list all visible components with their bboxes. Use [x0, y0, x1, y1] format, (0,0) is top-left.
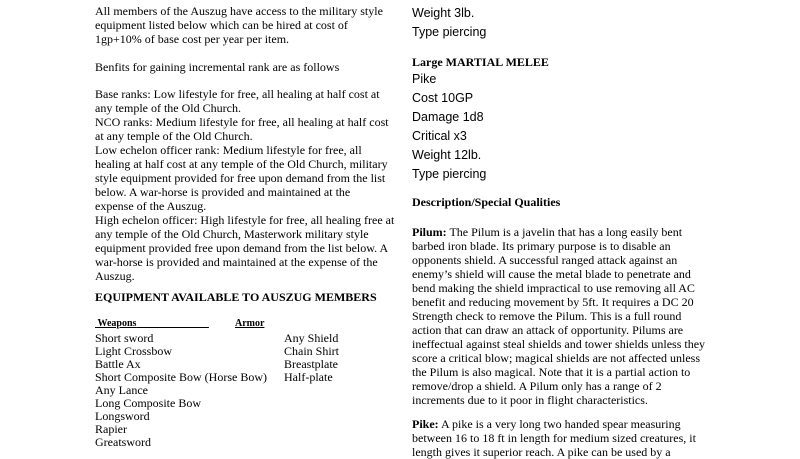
equipment-table — [95, 332, 339, 449]
pilum-line: the Pilum is also magical. Note that it is a partial action to — [412, 365, 691, 379]
stat-line: Type piercing — [412, 25, 487, 39]
description-heading: Description/Special Qualities — [412, 195, 561, 209]
intro-line: equipment listed below which can be hired at cost of — [95, 18, 348, 32]
stat-line: Pike — [412, 72, 437, 86]
pilum-line: barbed iron blade. Its primary purpose is to disable an — [412, 239, 671, 253]
stat-line: Type piercing — [412, 167, 487, 181]
rank-line: Base ranks: Low lifestyle for free, all healing at half cost at — [95, 87, 380, 101]
stat-line: Weight 3lb. — [412, 6, 475, 20]
weapon-cell: Short Composite Bow (Horse Bow) — [95, 370, 267, 384]
pilum-line: bend making the shield impractical to use removing all AC — [412, 281, 695, 295]
weapon-cell: Any Lance — [95, 383, 148, 397]
rank-line: at any temple of the Old Church. — [95, 129, 253, 143]
pike-line: length gives it superior reach. A pike can be used by a — [412, 445, 671, 459]
rank-line: style equipment provided for free upon demand from the list — [95, 171, 386, 185]
table-row — [95, 436, 339, 449]
martial-melee-heading: Large MARTIAL MELEE — [412, 55, 549, 69]
rank-line: equipment provided free upon demand from the list below. A — [95, 241, 389, 255]
pilum-line: action that can draw an attack of opportunity. Pilums are — [412, 323, 684, 337]
pilum-term: Pilum: — [412, 225, 447, 239]
stat-line: Critical x3 — [412, 129, 467, 143]
pilum-line: The Pilum is a javelin that has a long easily bent — [446, 225, 683, 239]
pike-line: between 16 to 18 ft in length for medium sized creatures, it — [412, 431, 696, 445]
table-row — [95, 410, 339, 423]
pilum-line: enemy’s shield will cause the metal blade to penetrate and — [412, 267, 691, 281]
pilum-line: benefit and reducing movement by 5ft. It requires a DC 20 — [412, 295, 694, 309]
armor-cell: Half-plate — [284, 370, 333, 384]
rank-line: below. A war-horse is provided and maintained at the — [95, 185, 351, 199]
intro-line: All members of the Auszug have access to the military style — [95, 4, 383, 18]
pilum-line: increments due to it poor in flight characteristics. — [412, 393, 648, 407]
stat-line: Weight 12lb. — [412, 148, 482, 162]
armor-header: Armor — [235, 318, 265, 329]
rank-line: war-horse is provided and maintained at the expense of the — [95, 255, 378, 269]
armor-cell: Chain Shirt — [284, 344, 340, 358]
armor-cell: Breastplate — [284, 357, 338, 371]
pike-stats — [412, 70, 486, 184]
weapon-cell: Greatsword — [95, 435, 151, 449]
pilum-description — [412, 225, 705, 407]
intro-paragraph — [95, 4, 383, 46]
pilum-line: Strength check to remove the Pilum. This is a full round — [412, 309, 682, 323]
pike-description — [412, 417, 696, 459]
rank-line: High echelon officer: High lifestyle for free, all healing free at — [95, 213, 395, 227]
weapon-cell: Battle Ax — [95, 357, 141, 371]
benefits-intro: Benfits for gaining incremental rank are as follows — [95, 60, 340, 74]
rank-line: any temple of the Old Church, Masterwork military style — [95, 227, 369, 241]
stat-line: Damage 1d8 — [412, 110, 484, 124]
rank-line: expense of the Auszug. — [95, 199, 207, 213]
rank-line: Low echelon officer rank: Medium lifestyle for free, all — [95, 143, 362, 157]
weapons-header: Weapons — [97, 318, 137, 329]
pike-line: A pike is a very long two handed spear measuring — [438, 417, 681, 431]
rank-line: any temple of the Old Church. — [95, 101, 241, 115]
pilum-line: opponents shield. A successful ranged attack against an — [412, 253, 678, 267]
pilum-line: remove/drop a shield. A Pilum only has a range of 2 — [412, 379, 662, 393]
equipment-heading: EQUIPMENT AVAILABLE TO AUSZUG MEMBERS — [95, 290, 377, 304]
intro-line: 1gp+10% of base cost per year per item. — [95, 32, 290, 46]
weapon-cell: Light Crossbow — [95, 344, 173, 358]
weapon-cell: Longsword — [95, 409, 150, 423]
pike-term: Pike: — [412, 417, 439, 431]
rank-line: Auszug. — [95, 269, 135, 283]
top-weapon-stats — [412, 4, 486, 42]
weapon-cell: Rapier — [95, 422, 127, 436]
armor-cell: Any Shield — [284, 331, 339, 345]
stat-line: Cost 10GP — [412, 91, 474, 105]
rank-line: NCO ranks: Medium lifestyle for free, all healing at half cost — [95, 115, 389, 129]
pilum-line: ineffectual against steal shields and tower shields unless they — [412, 337, 706, 351]
weapon-cell: Short sword — [95, 331, 154, 345]
pilum-line: score a critical blow; magical shields are not affected unless — [412, 351, 700, 365]
equipment-table-header — [95, 318, 264, 329]
rank-benefits-paragraph — [95, 87, 394, 283]
weapon-cell: Long Composite Bow — [95, 396, 202, 410]
rank-line: healing at half cost at any temple of the Old Church, military — [95, 157, 388, 171]
